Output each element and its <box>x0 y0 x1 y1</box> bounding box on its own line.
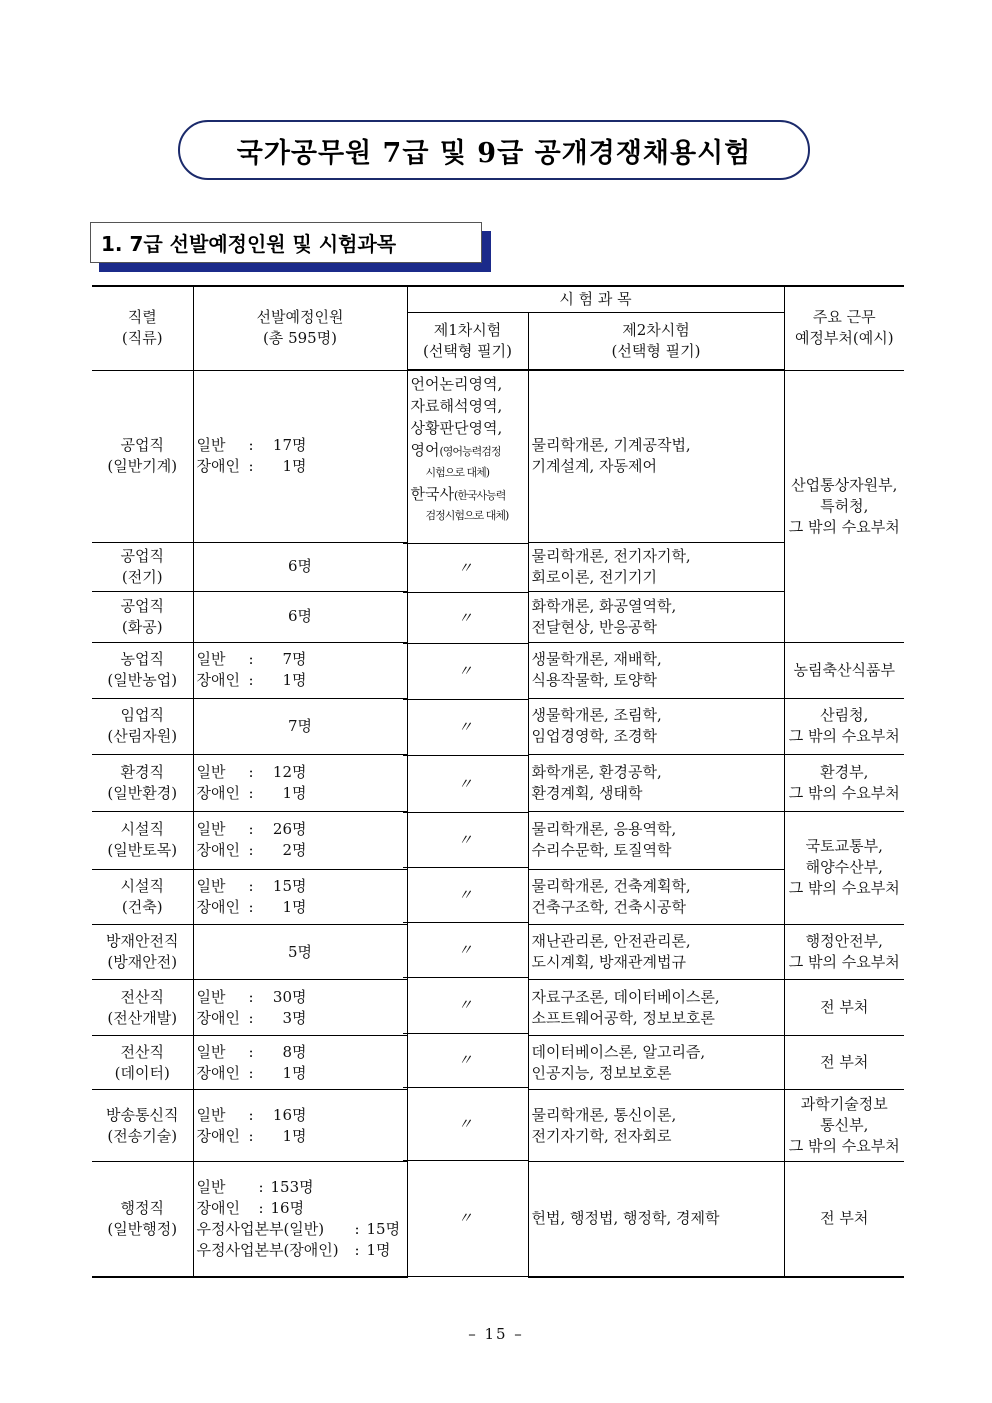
dept-cell: 행정안전부, 그 밖의 수요부처 <box>784 925 904 980</box>
job-cell: 전산직 (전산개발) <box>92 980 193 1036</box>
header-first-exam: 제1차시험 (선택형 필기) <box>407 312 528 370</box>
ditto-mark: 〃 <box>403 755 528 812</box>
job-cell: 방재안전직 (방재안전) <box>92 925 193 980</box>
header-subjects: 시 험 과 목 <box>407 286 784 312</box>
second-exam-cell: 재난관리론, 안전관리론, 도시계획, 방재관계법규 <box>528 925 784 980</box>
first-exam-cell: 언어논리영역, 자료해석영역, 상황판단영역, 영어(영어능력검정 시험으로 대체) 한국사(한국사능력 검정시험으로 대체) 〃 〃 〃 〃 〃 〃 〃 〃 〃 〃 〃 〃 <box>407 370 528 1277</box>
second-exam-cell: 물리학개론, 건축계획학, 건축구조학, 건축시공학 <box>528 870 784 925</box>
job-cell: 공업직 (전기) <box>92 542 193 591</box>
ditto-mark: 〃 <box>403 543 528 592</box>
dept-cell: 환경부, 그 밖의 수요부처 <box>784 754 904 811</box>
header-dept: 주요 근무 예정부처(예시) <box>784 286 904 370</box>
second-exam-cell: 물리학개론, 전기자기학, 회로이론, 전기기기 <box>528 542 784 591</box>
second-exam-cell: 물리학개론, 통신이론, 전기자기학, 전자회로 <box>528 1090 784 1162</box>
ditto-mark: 〃 <box>403 922 528 977</box>
ditto-mark: 〃 <box>403 699 528 755</box>
ditto-mark: 〃 <box>403 867 528 922</box>
job-cell: 시설직 (건축) <box>92 870 193 925</box>
second-exam-cell: 물리학개론, 기계공작법, 기계설계, 자동제어 <box>528 370 784 542</box>
job-cell: 방송통신직 (전송기술) <box>92 1090 193 1162</box>
second-exam-cell: 생물학개론, 재배학, 식용작물학, 토양학 <box>528 642 784 698</box>
dept-cell: 산업통상자원부, 특허청, 그 밖의 수요부처 <box>784 370 904 642</box>
selection-cell: 일반 : 16명 장애인 : 1명 <box>193 1090 407 1162</box>
ditto-mark: 〃 <box>403 812 528 867</box>
second-exam-cell: 데이터베이스론, 알고리즘, 인공지능, 정보보호론 <box>528 1036 784 1090</box>
ditto-mark: 〃 <box>403 643 528 699</box>
selection-cell: 일반 : 26명 장애인 : 2명 <box>193 811 407 870</box>
job-cell: 시설직 (일반토목) <box>92 811 193 870</box>
recruitment-table <box>92 285 904 1278</box>
job-cell: 행정직 (일반행정) <box>92 1162 193 1277</box>
dept-cell: 전 부처 <box>784 980 904 1036</box>
selection-cell: 일반 : 12명 장애인 : 1명 <box>193 754 407 811</box>
selection-cell: 6명 <box>193 542 407 591</box>
second-exam-cell: 화학개론, 화공열역학, 전달현상, 반응공학 <box>528 591 784 642</box>
dept-cell: 산림청, 그 밖의 수요부처 <box>784 698 904 754</box>
selection-cell: 일반 : 8명 장애인 : 1명 <box>193 1036 407 1090</box>
page-title: 국가공무원 7급 및 9급 공개경쟁채용시험 <box>236 137 752 169</box>
selection-cell: 6명 <box>193 591 407 642</box>
selection-cell: 5명 <box>193 925 407 980</box>
dept-cell: 전 부처 <box>784 1036 904 1090</box>
ditto-mark: 〃 <box>403 1087 528 1160</box>
section-heading-box <box>90 222 482 263</box>
second-exam-cell: 화학개론, 환경공학, 환경계획, 생태학 <box>528 754 784 811</box>
second-exam-cell: 자료구조론, 데이터베이스론, 소프트웨어공학, 정보보호론 <box>528 980 784 1036</box>
header-second-exam: 제2차시험 (선택형 필기) <box>528 312 784 370</box>
header-selection: 선발예정인원 (총 595명) <box>193 286 407 370</box>
selection-cell: 일반 : 15명 장애인 : 1명 <box>193 870 407 925</box>
ditto-mark: 〃 <box>403 592 528 643</box>
job-cell: 환경직 (일반환경) <box>92 754 193 811</box>
selection-cell: 일반 : 7명 장애인 : 1명 <box>193 642 407 698</box>
dept-cell: 과학기술정보 통신부, 그 밖의 수요부처 <box>784 1090 904 1162</box>
second-exam-cell: 헌법, 행정법, 행정학, 경제학 <box>528 1162 784 1277</box>
dept-cell: 전 부처 <box>784 1162 904 1277</box>
job-cell: 임업직 (산림자원) <box>92 698 193 754</box>
selection-cell: 7명 <box>193 698 407 754</box>
page-number: – 15 – <box>468 1325 524 1343</box>
job-cell: 전산직 (데이터) <box>92 1036 193 1090</box>
dept-cell: 농림축산식품부 <box>784 642 904 698</box>
job-cell: 공업직 (화공) <box>92 591 193 642</box>
table-row <box>92 370 904 542</box>
section-heading: 1. 7급 선발예정인원 및 시험과목 <box>101 232 397 256</box>
ditto-mark: 〃 <box>403 1033 528 1087</box>
second-exam-cell: 생물학개론, 조림학, 임업경영학, 조경학 <box>528 698 784 754</box>
header-job: 직렬 (직류) <box>92 286 193 370</box>
page-title-box <box>178 120 810 180</box>
second-exam-cell: 물리학개론, 응용역학, 수리수문학, 토질역학 <box>528 811 784 870</box>
selection-cell: 일반 : 30명 장애인 : 3명 <box>193 980 407 1036</box>
ditto-mark: 〃 <box>403 1160 528 1276</box>
selection-cell: 일반 : 153명 장애인 : 16명 우정사업본부(일반) : 15명 우정사업본부(장애인) : 1명 <box>193 1162 407 1277</box>
section-heading-frame <box>90 222 482 263</box>
job-cell: 농업직 (일반농업) <box>92 642 193 698</box>
ditto-mark: 〃 <box>403 977 528 1033</box>
dept-cell: 국토교통부, 해양수산부, 그 밖의 수요부처 <box>784 811 904 925</box>
job-cell: 공업직 (일반기계) <box>92 370 193 542</box>
selection-cell: 일반 : 17명 장애인 : 1명 <box>193 370 407 542</box>
